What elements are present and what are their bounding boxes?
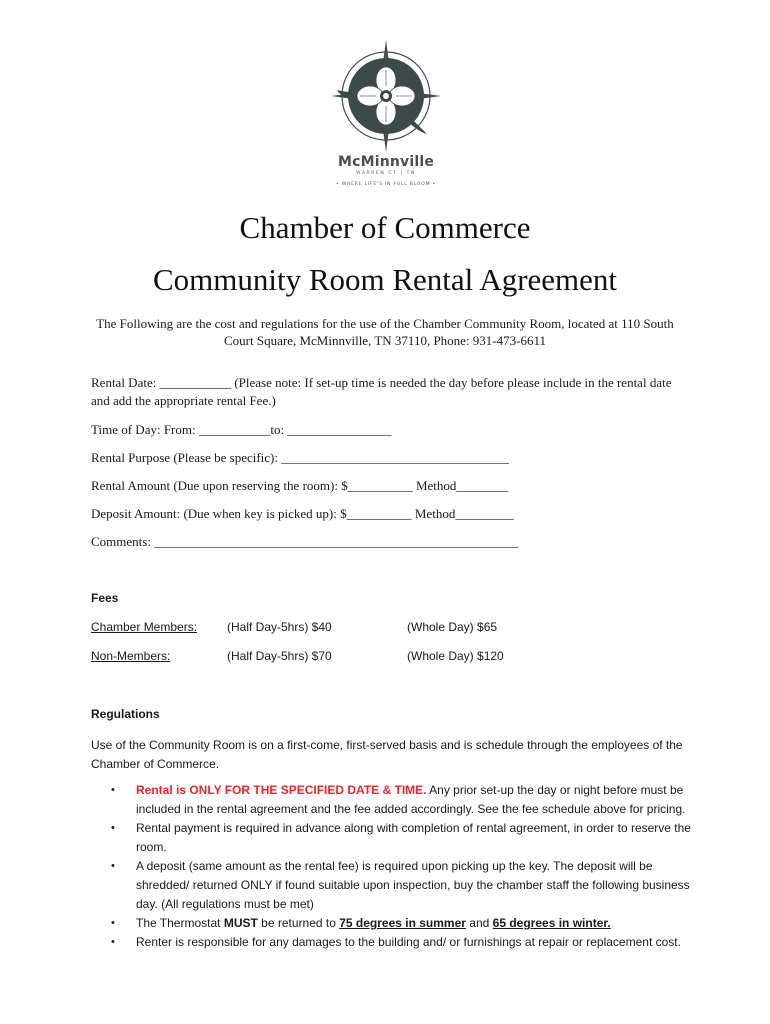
fee-row-half-day: (Half Day-5hrs) $70	[227, 649, 332, 663]
regulations-heading: Regulations	[91, 707, 160, 721]
regulations-intro: Use of the Community Room is on a first-come, first-served basis and is schedule through the employees of the Chamber of Commerce.	[91, 738, 683, 771]
list-item-text: Renter is responsible for any damages to the building and/ or furnishings at repair or replacement cost.	[136, 935, 681, 949]
fee-row-half-day: (Half Day-5hrs) $40	[227, 620, 332, 634]
fee-row-whole-day: (Whole Day) $65	[407, 620, 498, 634]
fee-row-label: Non-Members:	[91, 649, 171, 663]
specified-date-warning: Rental is ONLY FOR THE SPECIFIED DATE & TIME.	[136, 783, 427, 797]
rental-amount-field: Rental Amount (Due upon reserving the room): $__________ Method________	[91, 478, 509, 493]
winter-temperature: 65 degrees in winter.	[492, 916, 611, 930]
summer-temperature: 75 degrees in summer	[339, 916, 466, 930]
list-item	[91, 857, 691, 914]
logo-tagline: • WHERE LIFE'S IN FULL BLOOM •	[336, 182, 436, 187]
comments-field: Comments: ________________________________________________________	[91, 534, 519, 549]
fee-row-label: Chamber Members:	[91, 620, 198, 634]
fees-heading: Fees	[91, 591, 119, 605]
list-item	[91, 933, 691, 952]
bullet-icon: •	[111, 822, 115, 834]
thermostat-text: and	[465, 916, 493, 930]
document-subtitle: Community Room Rental Agreement	[152, 262, 618, 297]
mcminnville-logo	[328, 40, 444, 187]
list-item-text: Any prior set-up the day or night before must be included in the rental agreement and the fee added accordingly. See the fee schedule above for pricing.	[136, 783, 686, 816]
thermostat-text: The Thermostat	[136, 916, 224, 930]
must-emphasis: MUST	[223, 916, 258, 930]
list-item	[91, 914, 691, 933]
rental-date-field: Rental Date: ___________ (Please note: If set-up time is needed the day before please include in the rental date and add the appropriate rental Fee.)	[91, 375, 672, 408]
list-item-text: A deposit (same amount as the rental fee) is required upon picking up the key. The deposit will be shredded/ returned ONLY if found suitable upon inspection, buy the chamber staff the following business day. (All regulations must be met)	[136, 859, 690, 911]
bullet-icon: •	[111, 936, 115, 948]
fee-row-whole-day: (Whole Day) $120	[407, 649, 504, 663]
list-item-text: Rental payment is required in advance along with completion of rental agreement, in order to reserve the room.	[136, 821, 691, 854]
list-item	[91, 781, 691, 819]
bullet-icon: •	[111, 917, 115, 929]
document-title: Chamber of Commerce	[239, 210, 531, 245]
deposit-amount-field: Deposit Amount: (Due when key is picked up): $__________ Method_________	[91, 506, 514, 521]
compass-flower-emblem-icon	[331, 40, 441, 152]
rental-purpose-field: Rental Purpose (Please be specific): ___________________________________	[91, 450, 509, 465]
list-item	[91, 819, 691, 857]
intro-paragraph: The Following are the cost and regulations for the use of the Chamber Community Room, located at 110 South Court Square, McMinnville, TN 37110, Phone: 931-473-6611	[96, 316, 674, 348]
bullet-icon: •	[111, 860, 115, 872]
thermostat-text: be returned to	[257, 916, 340, 930]
logo-name: McMinnville	[337, 154, 435, 170]
time-of-day-field: Time of Day: From: ___________to: ________________	[91, 422, 392, 437]
logo-subtitle: WARREN CT | TN	[356, 171, 416, 176]
bullet-icon: •	[111, 784, 115, 796]
regulations-list	[91, 781, 691, 952]
